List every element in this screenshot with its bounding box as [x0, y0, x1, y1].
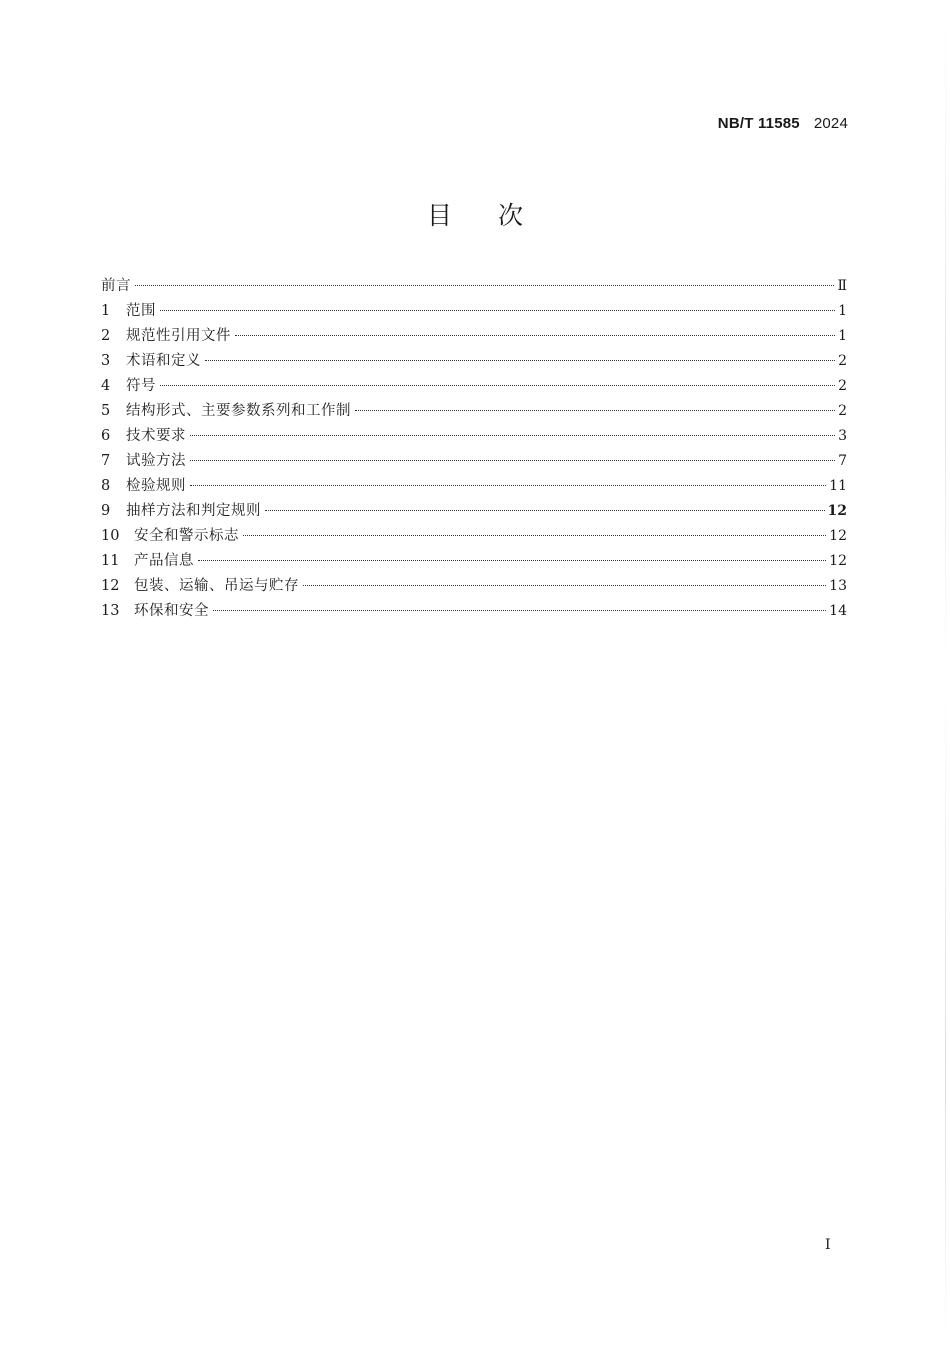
standard-year: 2024 [813, 115, 848, 132]
toc-entry-number: 2 [101, 328, 111, 344]
toc-entry-13[interactable] [101, 599, 847, 624]
toc-entry-2[interactable] [101, 324, 847, 349]
toc-leader-dots [160, 310, 835, 311]
toc-entry-label: 抽样方法和判定规则 [126, 503, 261, 519]
toc-entry-number: 5 [101, 403, 111, 419]
toc-leader-dots [355, 410, 835, 411]
toc-entry-label: 技术要求 [126, 428, 186, 444]
toc-entry-page: 2 [838, 353, 847, 369]
toc-entry-number: 4 [101, 378, 111, 394]
toc-entry-page: Ⅱ [837, 278, 847, 294]
toc-entry-page: 2 [838, 403, 847, 419]
table-of-contents [101, 274, 847, 624]
toc-leader-dots [303, 585, 826, 586]
toc-entry-number: 9 [101, 503, 111, 519]
toc-entry-page: 14 [829, 603, 847, 619]
toc-entry-5[interactable] [101, 399, 847, 424]
toc-entry-label: 试验方法 [126, 453, 186, 469]
toc-entry-label: 安全和警示标志 [134, 528, 239, 544]
toc-leader-dots [190, 435, 835, 436]
toc-entry-page: 12 [829, 553, 847, 569]
toc-entry-number: 12 [101, 578, 120, 594]
toc-entry-label: 规范性引用文件 [126, 328, 231, 344]
toc-entry-label: 检验规则 [126, 478, 186, 494]
toc-entry-page: 2 [838, 378, 847, 394]
toc-entry-number: 7 [101, 453, 111, 469]
toc-entry-number: 3 [101, 353, 111, 369]
toc-entry-page: 3 [838, 428, 847, 444]
toc-entry-number: 8 [101, 478, 111, 494]
toc-entry-label: 包装、运输、吊运与贮存 [134, 578, 299, 594]
toc-entry-8[interactable] [101, 474, 847, 499]
toc-entry-9[interactable] [101, 499, 847, 524]
toc-entry-3[interactable] [101, 349, 847, 374]
toc-entry-page: 12 [829, 528, 847, 544]
toc-entry-number: 1 [101, 303, 111, 319]
toc-leader-dots [190, 460, 835, 461]
toc-leader-dots [160, 385, 835, 386]
toc-leader-dots [198, 560, 826, 561]
toc-entry-label: 符号 [126, 378, 156, 394]
toc-entry-6[interactable] [101, 424, 847, 449]
standard-code: NB/T 11585 [717, 115, 800, 132]
toc-entry-label: 前言 [101, 278, 131, 294]
toc-entry-page: 11 [829, 478, 847, 494]
toc-entry-11[interactable] [101, 549, 847, 574]
page-number: I [825, 1237, 831, 1253]
toc-entry-label: 环保和安全 [134, 603, 209, 619]
toc-entry-label: 范围 [126, 303, 156, 319]
toc-leader-dots [135, 285, 834, 286]
toc-entry-number: 6 [101, 428, 111, 444]
toc-entry-10[interactable] [101, 524, 847, 549]
toc-entry-label: 术语和定义 [126, 353, 201, 369]
toc-entry-number: 13 [101, 603, 120, 619]
toc-entry-page: 12 [827, 503, 847, 519]
toc-leader-dots [205, 360, 835, 361]
page-title: 目次 [426, 201, 569, 230]
standard-number [718, 115, 848, 132]
toc-entry-page: 13 [829, 578, 847, 594]
toc-entry-7[interactable] [101, 449, 847, 474]
toc-entry-foreword[interactable] [101, 274, 847, 299]
toc-entry-number: 10 [101, 528, 120, 544]
toc-entry-4[interactable] [101, 374, 847, 399]
toc-entry-number: 11 [101, 553, 120, 569]
toc-leader-dots [235, 335, 835, 336]
toc-entry-1[interactable] [101, 299, 847, 324]
toc-leader-dots [213, 610, 826, 611]
toc-entry-page: 1 [838, 328, 847, 344]
toc-entry-label: 结构形式、主要参数系列和工作制 [126, 403, 351, 419]
toc-leader-dots [190, 485, 826, 486]
toc-leader-dots [243, 535, 826, 536]
toc-entry-12[interactable] [101, 574, 847, 599]
toc-entry-page: 1 [838, 303, 847, 319]
toc-entry-page: 7 [838, 453, 847, 469]
toc-entry-label: 产品信息 [134, 553, 194, 569]
toc-leader-dots [265, 510, 825, 511]
